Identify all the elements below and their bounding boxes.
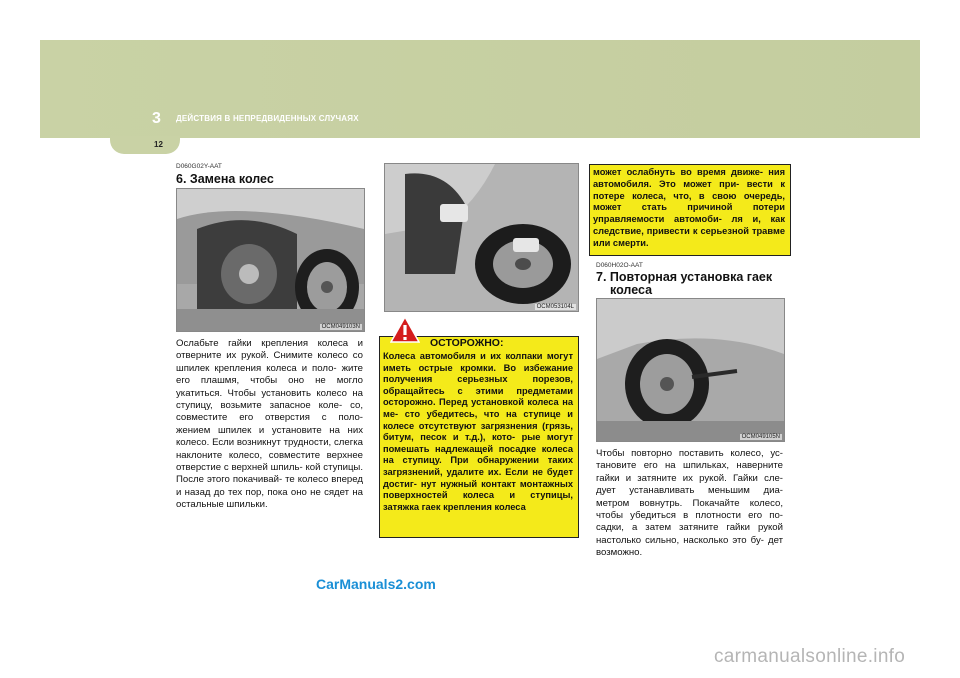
reinstall-text: Чтобы повторно поставить колесо, ус- тановите его на шпильках, наверните гайки и затяните их рукой. Гайки сле- дует устанавливать меньшим диа- метром вовнутрь. Покачайте колесо, чтобы убедиться в плотности его по- садки, а затем затяните гайки рукой настолько сильно, насколько это бу- дет возможно. [596,448,783,559]
page-tab [110,136,180,154]
warning-triangle-icon [390,316,420,343]
section-title: 6. Замена колес [176,172,274,186]
chapter-number: 3 [152,110,161,127]
header-band [40,40,920,138]
spare-wheel-photo [384,163,579,312]
section-code: D060H02O-AAT [596,262,643,269]
image-caption: OCM049105N [741,434,780,440]
warning-text: Колеса автомобиля и их колпаки могут иметь острые кромки. Во избежание получения серьезных порезов, обращайтесь с этими предметами осторожно. Перед установкой колеса на ме- сто убедитесь, что на ступице и колесе отсутствуют загрязнения (грязь, битум, песок и т.д.), кото- рые могут помешать надлежащей посадке колеса на ступицу. При обнаружении таких загрязнений, удалите их. Если не будет достиг- нут нужный контакт монтажных поверхностей колеса и ступицы, затяжка гаек крепления колеса [383,351,573,512]
image-caption: OCM053104L [536,304,574,310]
wheel-reinstall-illustration [597,299,784,441]
change-wheels-text: Ослабьте гайки крепления колеса и отверните их рукой. Снимите колесо со шпилек крепления колеса и поло- жите его плашмя, чтобы оно не могло укатиться. Чтобы установить колесо на ступицу, возьмите запасное коле- со, совместите его отверстия с поло- жением шпилек и установите на них колесо. Если возникнут трудности, слегка наклоните колесо, совместите верхнее отверстие с верхней шпиль- кой ступицы. После этого покачивай- те колесо вперед и назад до тех пор, пока оно не сядет на остальные шпильки. [176,338,363,511]
chapter-title: ДЕЙСТВИЯ В НЕПРЕДВИДЕННЫХ СЛУЧАЯХ [176,114,359,123]
section-title-line1: 7. Повторная установка гаек [596,270,773,284]
wheel-removal-illustration [177,189,364,331]
image-caption: OCM049103N [321,324,360,330]
header-band-fill [40,40,920,138]
watermark-logo[interactable]: CarManuals2.com [316,576,436,592]
section-code: D060G02Y-AAT [176,163,222,170]
section-title-line2: колеса [610,283,653,297]
footer-site[interactable]: carmanualsonline.info [714,646,906,667]
page-number: 12 [154,140,163,149]
wheel-reinstall-photo [596,298,785,442]
spare-wheel-illustration [385,164,578,311]
warning-title: ОСТОРОЖНО: [430,337,504,349]
warning-continued-text: может ослабнуть во время движе- ния автомобиля. Это может при- вести к потере колеса, что, в свою очередь, может стать причиной потери управляемости автомоби- ля и, как следствие, привести к серьезной травме или смерти. [593,167,785,248]
wheel-removal-photo [176,188,365,332]
